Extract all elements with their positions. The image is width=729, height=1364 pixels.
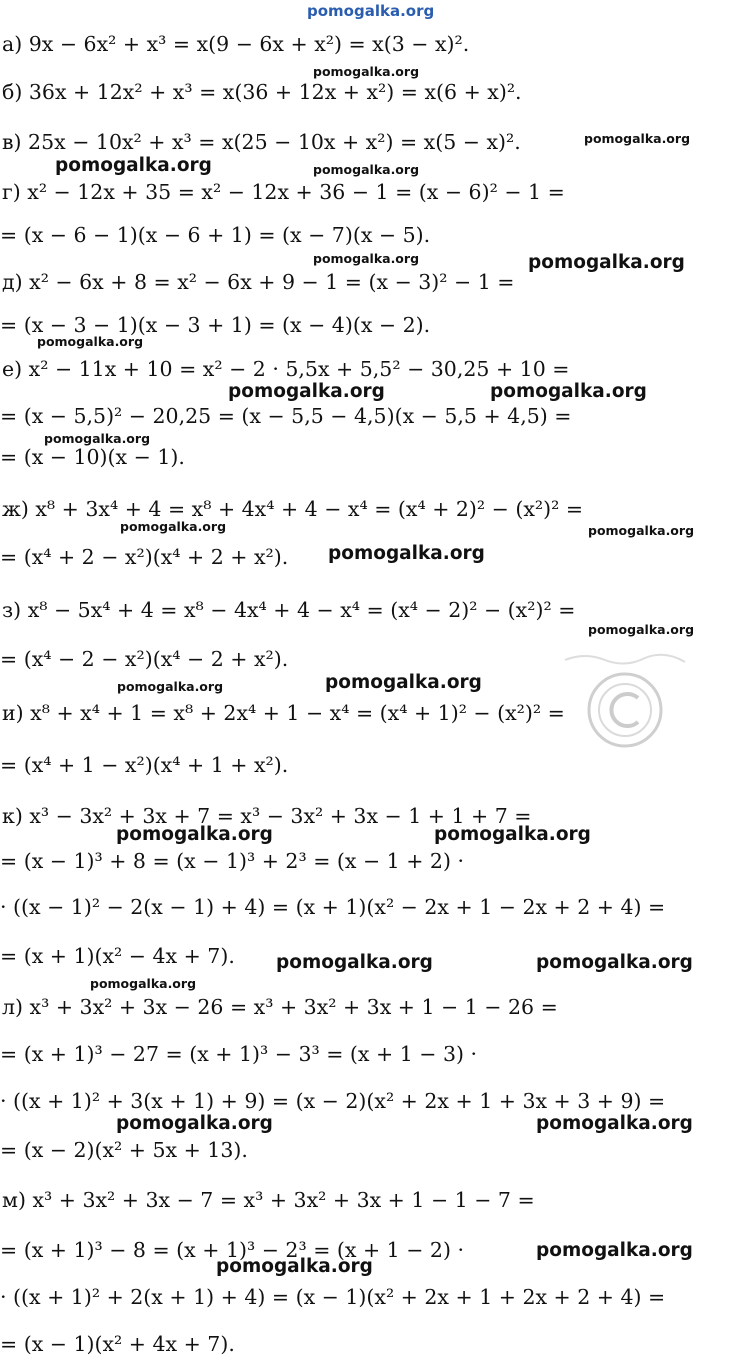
solution-line-e-cont2: = (x − 10)(x − 1). [0, 445, 185, 469]
solution-line-d-cont: = (x − 3 − 1)(x − 3 + 1) = (x − 4)(x − 2). [0, 313, 431, 337]
solution-line-k-cont1: = (x − 1)³ + 8 = (x − 1)³ + 2³ = (x − 1 + 2) · [0, 849, 464, 873]
solution-line-g: г) x² − 12x + 35 = x² − 12x + 36 − 1 = (x − 6)² − 1 = [2, 180, 565, 204]
solution-line-b: б) 36x + 12x² + x³ = x(36 + 12x + x²) = x(6 + x)². [2, 80, 522, 104]
solution-line-z-cont: = (x⁴ − 2 − x²)(x⁴ − 2 + x²). [0, 647, 289, 671]
solution-line-e-cont1: = (x − 5,5)² − 20,25 = (x − 5,5 − 4,5)(x − 5,5 + 4,5) = [0, 404, 572, 428]
watermark: pomogalka.org [55, 155, 212, 176]
solution-line-g-cont: = (x − 6 − 1)(x − 6 + 1) = (x − 7)(x − 5). [0, 223, 431, 247]
watermark: pomogalka.org [216, 1256, 373, 1277]
watermark: pomogalka.org [228, 381, 385, 402]
watermark: pomogalka.org [528, 252, 685, 273]
solution-line-zh: ж) x⁸ + 3x⁴ + 4 = x⁸ + 4x⁴ + 4 − x⁴ = (x⁴ + 2)² − (x²)² = [2, 497, 584, 521]
watermark: pomogalka.org [328, 543, 485, 564]
solution-line-m-cont1: = (x + 1)³ − 8 = (x + 1)³ − 2³ = (x + 1 − 2) · [0, 1238, 464, 1262]
watermark: pomogalka.org [37, 334, 144, 349]
watermark: pomogalka.org [434, 824, 591, 845]
watermark: pomogalka.org [584, 131, 691, 146]
watermark: pomogalka.org [44, 431, 151, 446]
solution-line-k: к) x³ − 3x² + 3x + 7 = x³ − 3x² + 3x − 1 + 1 + 7 = [2, 804, 532, 828]
watermark: pomogalka.org [276, 952, 433, 973]
solution-line-l-cont3: = (x − 2)(x² + 5x + 13). [0, 1138, 248, 1162]
solution-line-k-cont3: = (x + 1)(x² − 4x + 7). [0, 944, 235, 968]
watermark: pomogalka.org [588, 622, 695, 637]
watermark: pomogalka.org [490, 381, 647, 402]
solution-line-m-cont3: = (x − 1)(x² + 4x + 7). [0, 1332, 235, 1356]
solution-line-i-cont: = (x⁴ + 1 − x²)(x⁴ + 1 + x²). [0, 753, 289, 777]
watermark: pomogalka.org [116, 824, 273, 845]
solution-line-d: д) x² − 6x + 8 = x² − 6x + 9 − 1 = (x − 3)² − 1 = [2, 270, 515, 294]
watermark: pomogalka.org [117, 679, 224, 694]
solution-line-i: и) x⁸ + x⁴ + 1 = x⁸ + 2x⁴ + 1 − x⁴ = (x⁴ + 1)² − (x²)² = [2, 701, 565, 725]
solution-line-z: з) x⁸ − 5x⁴ + 4 = x⁸ − 4x⁴ + 4 − x⁴ = (x⁴ − 2)² − (x²)² = [2, 598, 576, 622]
watermark: pomogalka.org [90, 976, 197, 991]
watermark-header: pomogalka.org [307, 2, 435, 20]
watermark: pomogalka.org [116, 1113, 273, 1134]
solution-line-a: а) 9x − 6x² + x³ = x(9 − 6x + x²) = x(3 − x)². [2, 32, 470, 56]
solution-line-m: м) x³ + 3x² + 3x − 7 = x³ + 3x² + 3x + 1 − 1 − 7 = [2, 1188, 535, 1212]
solution-line-l: л) x³ + 3x² + 3x − 26 = x³ + 3x² + 3x + 1 − 1 − 26 = [2, 995, 558, 1019]
watermark: pomogalka.org [313, 64, 420, 79]
watermark: pomogalka.org [588, 523, 695, 538]
watermark: pomogalka.org [120, 519, 227, 534]
watermark: pomogalka.org [536, 952, 693, 973]
watermark: pomogalka.org [325, 672, 482, 693]
watermark: pomogalka.org [313, 162, 420, 177]
solution-line-l-cont2: · ((x + 1)² + 3(x + 1) + 9) = (x − 2)(x² + 2x + 1 + 3x + 3 + 9) = [0, 1089, 666, 1113]
solution-line-zh-cont: = (x⁴ + 2 − x²)(x⁴ + 2 + x²). [0, 545, 289, 569]
copyright-stamp [560, 640, 720, 750]
solution-line-m-cont2: · ((x + 1)² + 2(x + 1) + 4) = (x − 1)(x² + 2x + 1 + 2x + 2 + 4) = [0, 1285, 666, 1309]
solution-line-e: е) x² − 11x + 10 = x² − 2 · 5,5x + 5,5² − 30,25 + 10 = [2, 357, 570, 381]
solution-line-k-cont2: · ((x − 1)² − 2(x − 1) + 4) = (x + 1)(x² − 2x + 1 − 2x + 2 + 4) = [0, 895, 666, 919]
watermark: pomogalka.org [313, 251, 420, 266]
solution-line-v: в) 25x − 10x² + x³ = x(25 − 10x + x²) = x(5 − x)². [2, 130, 521, 154]
solution-line-l-cont1: = (x + 1)³ − 27 = (x + 1)³ − 3³ = (x + 1 − 3) · [0, 1042, 478, 1066]
watermark: pomogalka.org [536, 1240, 693, 1261]
watermark: pomogalka.org [536, 1113, 693, 1134]
